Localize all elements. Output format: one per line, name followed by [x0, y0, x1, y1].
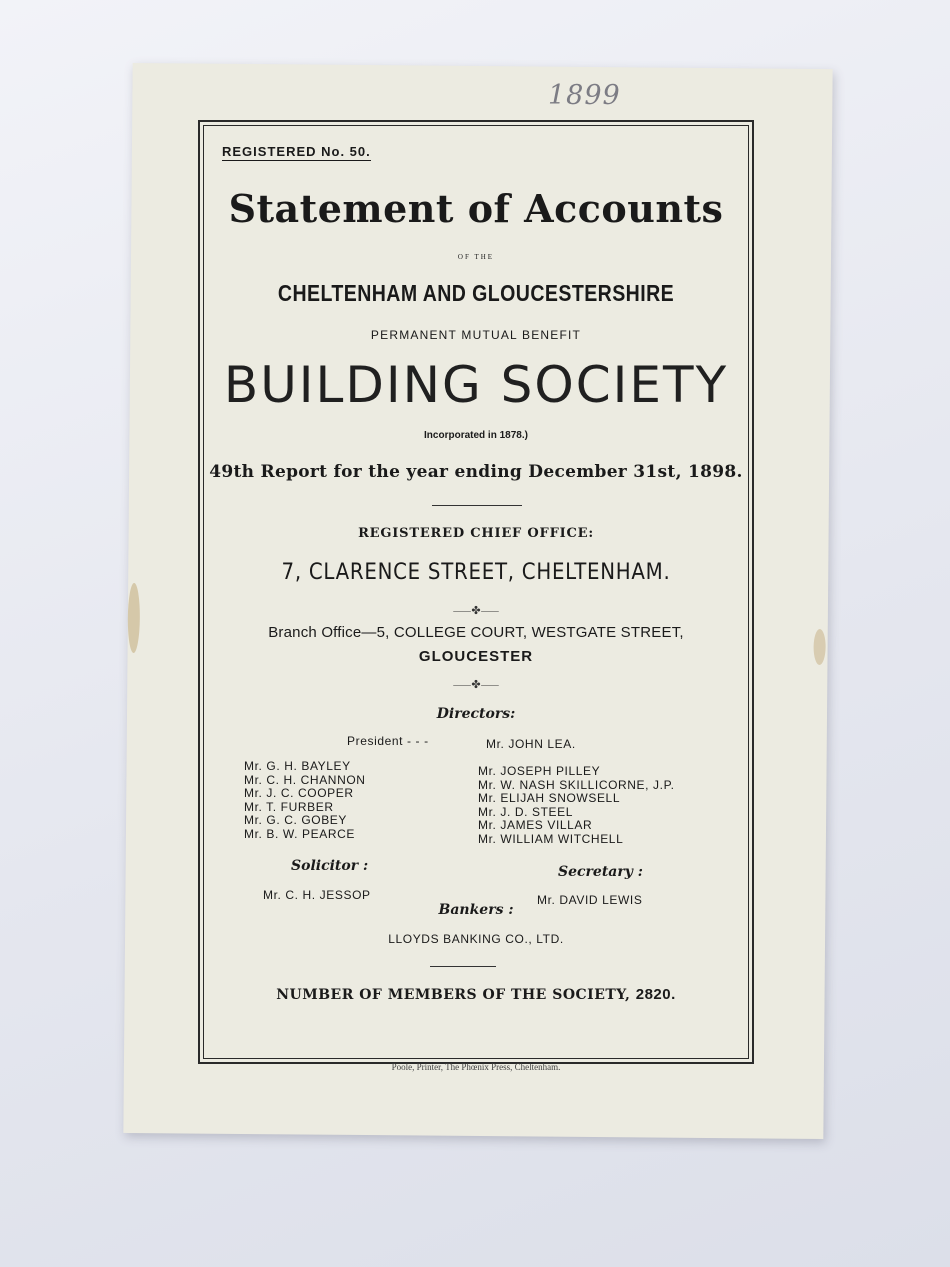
incorporation-note: Incorporated in 1878.): [424, 430, 528, 441]
director-name: Mr. B. W. PEARCE: [244, 826, 355, 841]
director-name: Mr. J. C. COOPER: [244, 786, 354, 801]
branch-city: GLOUCESTER: [418, 648, 534, 665]
branch-office: Branch Office—5, COLLEGE COURT, WESTGATE STREET,: [268, 624, 684, 641]
secretary-heading: Secretary :: [558, 864, 643, 880]
directors-left-column: [244, 760, 366, 842]
director-name: Mr. G. C. GOBEY: [244, 813, 348, 828]
paper-stain-right: [813, 629, 825, 665]
bankers-heading: Bankers :: [438, 902, 514, 918]
members-label: NUMBER OF MEMBERS OF THE SOCIETY,: [276, 987, 631, 1003]
members-line: [198, 986, 754, 1003]
chief-office-address: 7, CLARENCE STREET, CHELTENHAM.: [281, 560, 671, 585]
ornament-divider-2: ⸺✤⸺: [452, 678, 500, 691]
document-border: [198, 120, 754, 1064]
divider-rule-2: [430, 966, 496, 967]
director-name: Mr. WILLIAM WITCHELL: [478, 831, 624, 846]
document-title: Statement of Accounts: [228, 186, 724, 231]
ornament-divider-1: ⸺✤⸺: [452, 604, 500, 617]
bankers-name: LLOYDS BANKING CO., LTD.: [388, 932, 564, 946]
pencil-annotation: 1899: [548, 80, 621, 111]
members-count: 2820.: [635, 986, 676, 1003]
director-name: Mr. C. H. CHANNON: [244, 772, 366, 787]
building-society-heading: BUILDING SOCIETY: [223, 356, 729, 414]
director-name: Mr. G. H. BAYLEY: [244, 759, 351, 773]
directors-heading: Directors:: [436, 706, 516, 722]
printer-imprint: Poole, Printer, The Phœnix Press, Cheltenham.: [391, 1062, 561, 1072]
divider-rule-1: [432, 505, 522, 506]
director-name: Mr. ELIJAH SNOWSELL: [478, 791, 621, 806]
solicitor-heading: Solicitor :: [291, 858, 369, 874]
director-name: Mr. W. NASH SKILLICORNE, J.P.: [478, 777, 675, 792]
president-name: Mr. JOHN LEA.: [486, 737, 576, 751]
report-line: 49th Report for the year ending December 31st, 1898.: [209, 462, 743, 482]
chief-office-heading: REGISTERED CHIEF OFFICE:: [358, 526, 594, 541]
society-name: CHELTENHAM AND GLOUCESTERSHIRE: [277, 280, 675, 306]
director-name: Mr. T. FURBER: [244, 799, 334, 814]
society-subtitle: PERMANENT MUTUAL BENEFIT: [370, 328, 582, 342]
director-name: Mr. JOSEPH PILLEY: [478, 764, 601, 778]
of-the-caption: OF THE: [457, 253, 495, 261]
secretary-name: Mr. DAVID LEWIS: [537, 893, 643, 907]
paper-stain-left: [128, 583, 141, 653]
president-label: President - - -: [347, 734, 429, 748]
registration-number: REGISTERED No. 50.: [222, 144, 371, 159]
director-name: Mr. JAMES VILLAR: [478, 818, 593, 833]
directors-right-column: [478, 765, 675, 847]
director-name: Mr. J. D. STEEL: [478, 804, 574, 819]
solicitor-name: Mr. C. H. JESSOP: [263, 888, 371, 902]
